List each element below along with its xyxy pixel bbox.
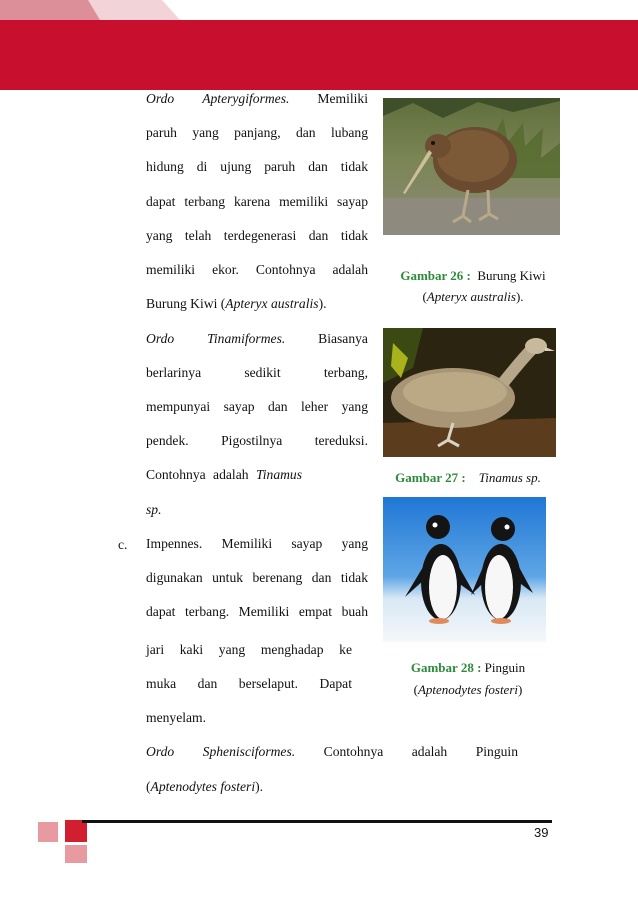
scientific-name: Apteryx australis (426, 289, 516, 304)
impennes-line-4 (146, 643, 352, 657)
tinamus-photo (383, 328, 556, 457)
text-word: Contohnya (323, 744, 384, 759)
figure-caption (383, 660, 553, 676)
tinamus-line-2 (146, 366, 368, 380)
kiwi-line-7 (146, 297, 368, 311)
text-word: pendek. (146, 433, 189, 448)
figure-label: Gambar 26 : (400, 268, 471, 283)
kiwi-line-6: memiliki ekor. Contohnya adalah (146, 262, 368, 277)
text-word: Pinguin (475, 744, 518, 759)
kiwi-line-3: hidung di ujung paruh dan tidak (146, 159, 368, 174)
text-word: Memiliki (221, 536, 273, 551)
text-word: adalah (411, 744, 448, 759)
text-word: muka (146, 676, 177, 691)
scientific-name: Aptenodytes fosteri (417, 682, 518, 697)
impennes-line-7 (146, 745, 518, 759)
text-word: menghadap (260, 642, 324, 657)
text-word: ke (339, 642, 352, 657)
text-run: ( (413, 682, 418, 697)
footer-rule (82, 820, 552, 823)
kiwi-photo (383, 98, 560, 235)
figure-caption (383, 268, 563, 284)
text-word: Tinamiformes. (207, 331, 286, 346)
kiwi-line-1 (146, 92, 368, 106)
figure-caption-sci (383, 682, 553, 698)
impennes-line-6: menyelam. (146, 710, 207, 725)
text-word: Pigostilnya (221, 433, 283, 448)
text-run: ( (146, 779, 151, 794)
text-run: Contohnya adalah (146, 467, 256, 482)
scientific-name: Apteryx australis (225, 296, 319, 311)
text-word: sayap (291, 536, 323, 551)
text-word: Sphenisciformes. (202, 744, 296, 759)
text-word: sedikit (244, 365, 281, 380)
figure-label: Gambar 27 : (395, 470, 466, 485)
text-word: Apterygiformes. (202, 91, 290, 106)
tinamus-line-4 (146, 434, 368, 448)
kiwi-line-5: yang telah terdegenerasi dan tidak (146, 228, 368, 243)
footer-square-decoration (65, 820, 87, 842)
text-word: kaki (179, 642, 204, 657)
header-band (0, 20, 638, 90)
text-run: ( (422, 289, 427, 304)
page-number: 39 (534, 825, 549, 840)
text-word: yang (218, 642, 246, 657)
tinamus-line-3: mempunyai sayap dan leher yang (146, 399, 368, 414)
penguin-photo (383, 497, 546, 642)
scientific-name: Tinamus (255, 467, 303, 482)
figure-label: Gambar 28 : (410, 660, 482, 675)
kiwi-line-2: paruh yang panjang, dan lubang (146, 125, 368, 140)
text-word: dan (197, 676, 218, 691)
text-run: ). (318, 296, 327, 311)
impennes-line-5 (146, 677, 352, 691)
page-header (0, 0, 638, 90)
text-word: Biasanya (318, 331, 368, 346)
text-word: tereduksi. (314, 433, 368, 448)
impennes-line-8 (146, 780, 368, 794)
tinamus-line-5 (146, 468, 368, 482)
text-run: ) (518, 682, 523, 697)
text-run: Burung Kiwi ( (146, 296, 226, 311)
text-word: Ordo (146, 331, 175, 346)
kiwi-line-4: dapat terbang karena memiliki sayap (146, 194, 368, 209)
footer-square-decoration (65, 845, 87, 863)
figure-caption (383, 470, 553, 486)
text-word: terbang, (323, 365, 368, 380)
text-word: berselaput. (238, 676, 299, 691)
text-run: ). (515, 289, 524, 304)
tinamus-line-6: sp. (146, 502, 162, 517)
text-word: berlarinya (146, 365, 202, 380)
text-word: Dapat (319, 676, 352, 691)
impennes-line-2: digunakan untuk berenang dan tidak (146, 570, 368, 585)
text-word: Ordo (146, 744, 175, 759)
text-word: Impennes. (146, 536, 203, 551)
figure-name: Burung Kiwi (477, 268, 546, 283)
figure-caption-sci (383, 289, 563, 305)
scientific-name: Aptenodytes fosteri (150, 779, 256, 794)
text-word: Ordo (146, 91, 175, 106)
tinamus-line-1 (146, 332, 368, 346)
impennes-line-1 (146, 537, 368, 551)
text-run: ). (255, 779, 264, 794)
header-tab-decoration (0, 0, 100, 20)
text-word: jari (146, 642, 165, 657)
impennes-line-3: dapat terbang. Memiliki empat buah (146, 604, 368, 619)
text-word: Memiliki (317, 91, 368, 106)
text-word: yang (341, 536, 368, 551)
list-marker: c. (118, 537, 128, 552)
figure-name: Pinguin (484, 660, 526, 675)
figure-name: Tinamus sp. (478, 470, 541, 485)
footer-square-decoration (38, 822, 58, 842)
